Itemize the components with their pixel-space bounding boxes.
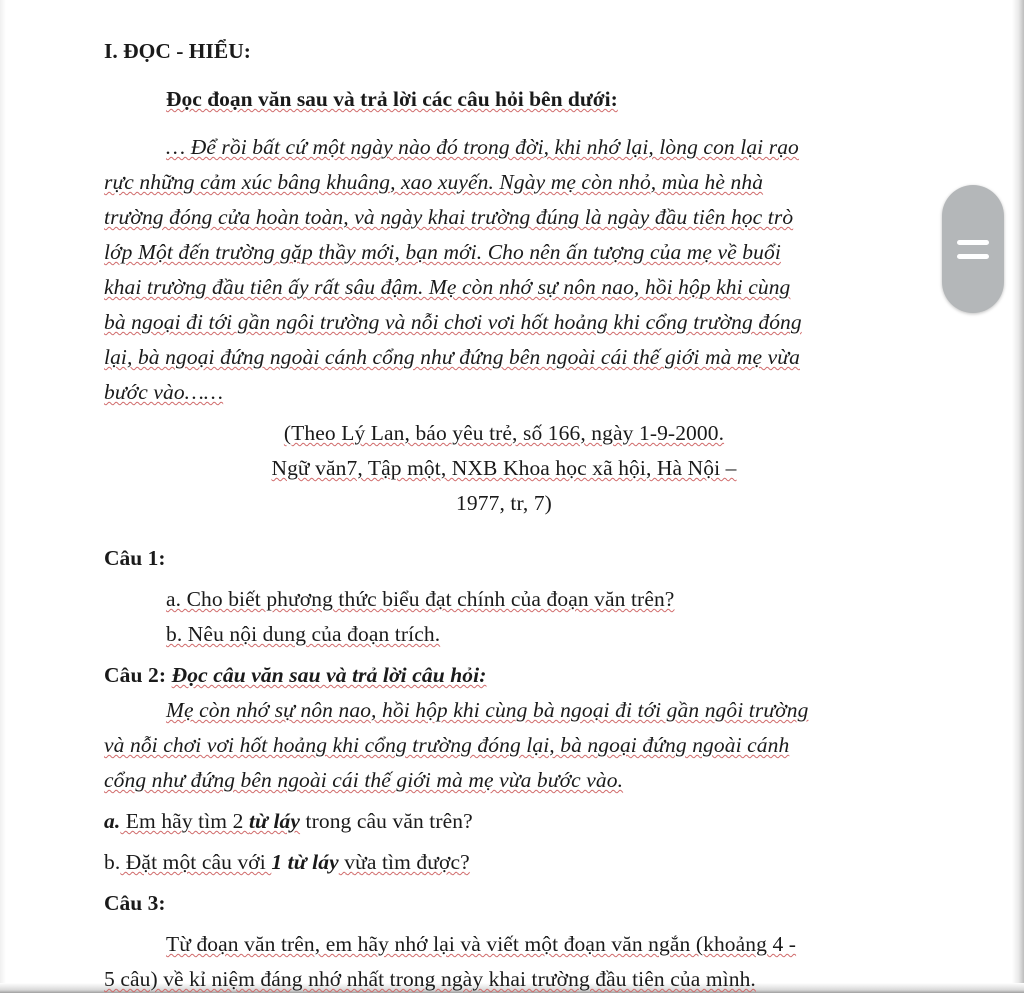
citation-line: (Theo Lý Lan, báo yêu trẻ, số 166, ngày 1-9-2000. [283,421,725,445]
citation-block [104,416,904,521]
item-text-after: trong câu văn trên? [300,809,473,833]
item-emphasis: từ láy [248,809,301,833]
document-body [104,34,904,997]
menu-handle-icon[interactable] [942,185,1004,313]
question-2-prompt: Đọc câu văn sau và trả lời câu hỏi: [171,663,487,687]
passage-line: lại, bà ngoại đứng ngoài cánh cổng như đứng bên ngoài cái thế giới mà mẹ vừa [104,345,800,369]
item-marker: a. [104,809,121,833]
instruction-text: Đọc đoạn văn sau và trả lời các câu hỏi bên dưới: [166,87,618,111]
item-emphasis: 1 từ láy [271,850,339,874]
handle-bar [957,240,989,245]
question-3-line: 5 câu) về kỉ niệm đáng nhớ nhất trong ngày khai trường đầu tiên của mình. [104,967,756,991]
item-marker: b. [104,850,121,874]
item-text-before: Em hãy tìm 2 [120,809,249,833]
question-1-label: Câu 1: [104,546,166,570]
passage-line: lớp Một đến trường gặp thầy mới, bạn mới. Cho nên ấn tượng của mẹ về buổi [104,240,781,264]
quote-line: Mẹ còn nhớ sự nôn nao, hồi hộp khi cùng bà ngoại đi tới gần ngôi trường [166,698,809,722]
handle-bar [957,254,989,259]
question-2-item-b [104,845,904,880]
item-text-after: vừa tìm được? [338,850,470,874]
instruction-line [104,82,904,117]
passage-line: … Để rồi bất cứ một ngày nào đó trong đời, khi nhớ lại, lòng con lại rạo [166,135,799,159]
quote-line: cổng như đứng bên ngoài cái thế giới mà mẹ vừa bước vào. [104,768,624,792]
item-text-before: Đặt một câu với [120,850,272,874]
spacer [104,521,904,541]
spacer [104,69,904,82]
question-3-label: Câu 3: [104,891,166,915]
question-2-label: Câu 2: [104,663,167,687]
page-edge-right [1012,0,1024,993]
passage-block [104,130,904,410]
passage-line: rực những cảm xúc bâng khuâng, xao xuyến. Ngày mẹ còn nhỏ, mùa hè nhà [104,170,764,194]
question-3-line: Từ đoạn văn trên, em hãy nhớ lại và viết một đoạn văn ngắn (khoảng 4 - [166,932,797,956]
passage-line: bà ngoại đi tới gần ngôi trường và nỗi chơi vơi hốt hoảng khi cổng trường đóng [104,310,802,334]
spacer [104,117,904,130]
question-2-item-a [104,804,904,839]
quote-line: và nỗi chơi vơi hốt hoảng khi cổng trường đóng lại, bà ngoại đứng ngoài cánh [104,733,790,757]
question-2-quote [104,693,904,798]
passage-line: trường đóng cửa hoàn toàn, và ngày khai trường đúng là ngày đầu tiên học trò [104,205,794,229]
section-title: I. ĐỌC - HIỂU: [104,39,251,63]
passage-line: bước vào…… [104,380,224,404]
page-edge-left [0,0,6,993]
question-1-item-a: a. Cho biết phương thức biểu đạt chính của đoạn văn trên? [166,587,675,611]
citation-line: 1977, tr, 7) [456,491,552,515]
question-1-item-b: b. Nêu nội dung của đoạn trích. [166,622,441,646]
passage-line: khai trường đầu tiên ấy rất sâu đậm. Mẹ còn nhớ sự nôn nao, hồi hộp khi cùng [104,275,791,299]
question-2-header [104,658,904,693]
citation-line: Ngữ văn7, Tập một, NXB Khoa học xã hội, Hà Nội – [271,456,737,480]
